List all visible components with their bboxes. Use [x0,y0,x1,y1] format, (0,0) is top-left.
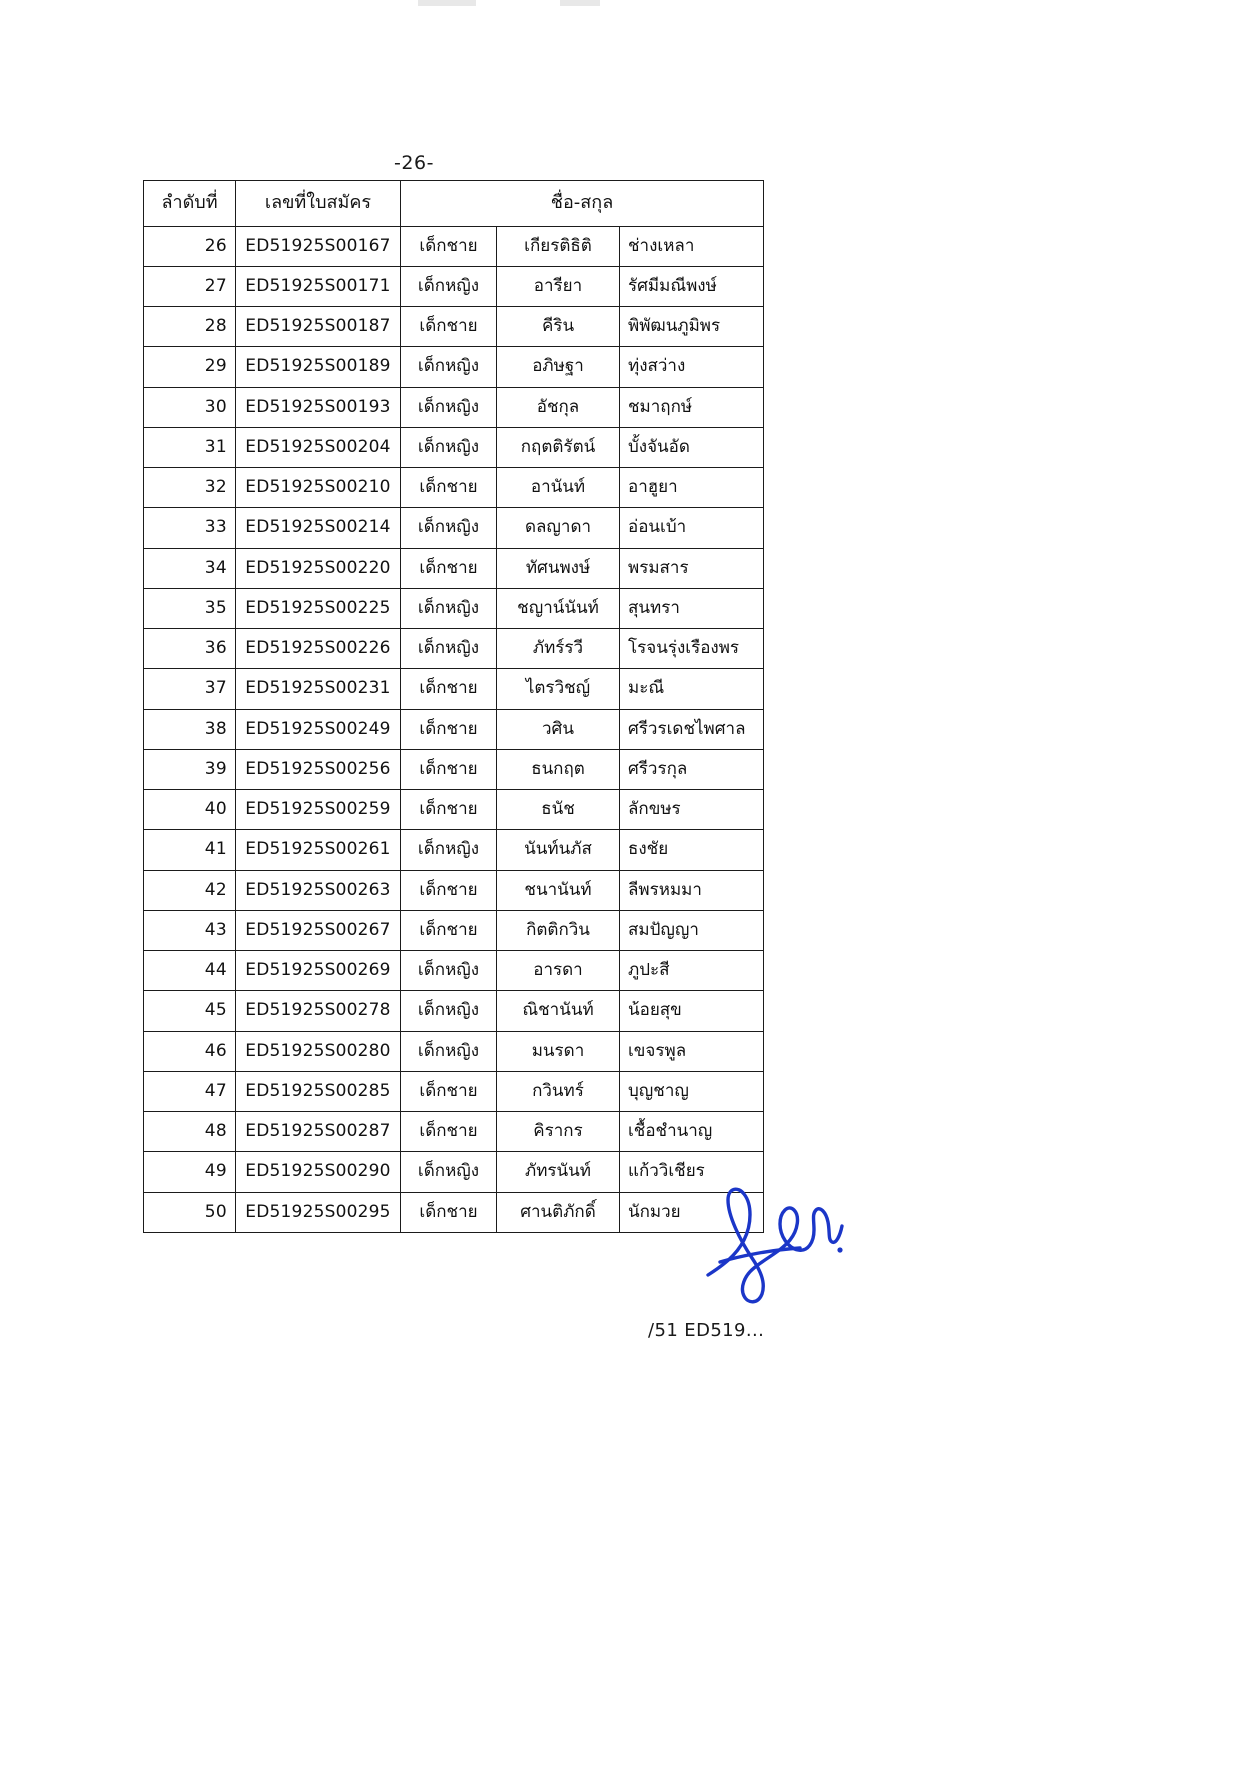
cell-first-name: คิรากร [497,1112,620,1152]
cell-index: 45 [144,991,236,1031]
cell-index: 27 [144,266,236,306]
table-row [144,709,764,749]
cell-first-name: อัชกุล [497,387,620,427]
table-row [144,951,764,991]
cell-index: 28 [144,307,236,347]
cell-first-name: ชญาน์นันท์ [497,588,620,628]
cell-first-name: อภิษฐา [497,347,620,387]
table-row [144,387,764,427]
cell-first-name: ศานติภักดิ์ [497,1192,620,1232]
cell-last-name: รัศมีมณีพงษ์ [620,266,764,306]
table-row [144,548,764,588]
page-number [0,152,1248,174]
cell-application-no: ED51925S00290 [236,1152,401,1192]
cell-application-no: ED51925S00214 [236,508,401,548]
cell-last-name: สมปัญญา [620,910,764,950]
cell-first-name: ภัทร์รวี [497,629,620,669]
cell-title: เด็กชาย [401,749,497,789]
cell-index: 35 [144,588,236,628]
cell-index: 36 [144,629,236,669]
cell-index: 49 [144,1152,236,1192]
cell-application-no: ED51925S00193 [236,387,401,427]
cell-last-name: พิพัฒนภูมิพร [620,307,764,347]
table-row [144,830,764,870]
table-row [144,1031,764,1071]
cell-last-name: ภูปะสี [620,951,764,991]
cell-application-no: ED51925S00220 [236,548,401,588]
cell-title: เด็กชาย [401,1071,497,1111]
cell-title: เด็กชาย [401,910,497,950]
cell-index: 42 [144,870,236,910]
cell-index: 50 [144,1192,236,1232]
cell-title: เด็กหญิง [401,1031,497,1071]
cell-title: เด็กชาย [401,1192,497,1232]
cell-last-name: แก้ววิเชียร [620,1152,764,1192]
applicant-table [143,180,764,1233]
cell-index: 30 [144,387,236,427]
scan-artifact [560,0,600,6]
cell-application-no: ED51925S00295 [236,1192,401,1232]
cell-title: เด็กชาย [401,226,497,266]
table-row [144,1192,764,1232]
cell-application-no: ED51925S00189 [236,347,401,387]
cell-first-name: นันท์นภัส [497,830,620,870]
cell-index: 26 [144,226,236,266]
cell-first-name: อารียา [497,266,620,306]
cell-first-name: ชนานันท์ [497,870,620,910]
cell-index: 43 [144,910,236,950]
cell-application-no: ED51925S00263 [236,870,401,910]
cell-last-name: โรจนรุ่งเรืองพร [620,629,764,669]
cell-title: เด็กชาย [401,669,497,709]
table-row [144,307,764,347]
cell-application-no: ED51925S00269 [236,951,401,991]
table-header [144,181,764,227]
table-row [144,508,764,548]
cell-application-no: ED51925S00225 [236,588,401,628]
table-header-row [144,181,764,227]
cell-index: 44 [144,951,236,991]
table-row [144,1112,764,1152]
table-row [144,629,764,669]
cell-last-name: ธงชัย [620,830,764,870]
cell-index: 40 [144,790,236,830]
cell-title: เด็กหญิง [401,830,497,870]
cell-application-no: ED51925S00259 [236,790,401,830]
cell-application-no: ED51925S00249 [236,709,401,749]
cell-application-no: ED51925S00261 [236,830,401,870]
cell-application-no: ED51925S00280 [236,1031,401,1071]
scan-artifact [418,0,476,6]
column-header-application-no: เลขที่ใบสมัคร [236,181,401,227]
cell-title: เด็กหญิง [401,629,497,669]
table-row [144,347,764,387]
cell-title: เด็กชาย [401,468,497,508]
column-header-index: ลำดับที่ [144,181,236,227]
cell-application-no: ED51925S00231 [236,669,401,709]
cell-application-no: ED51925S00187 [236,307,401,347]
cell-first-name: วศิน [497,709,620,749]
cell-index: 37 [144,669,236,709]
cell-title: เด็กชาย [401,709,497,749]
table-row [144,266,764,306]
cell-index: 48 [144,1112,236,1152]
table-row [144,991,764,1031]
cell-title: เด็กหญิง [401,508,497,548]
cell-first-name: กวินทร์ [497,1071,620,1111]
cell-first-name: ณิชานันท์ [497,991,620,1031]
cell-last-name: ศรีวรเดชไพศาล [620,709,764,749]
cell-index: 41 [144,830,236,870]
cell-title: เด็กชาย [401,1112,497,1152]
cell-application-no: ED51925S00167 [236,226,401,266]
table-row [144,588,764,628]
cell-last-name: นักมวย [620,1192,764,1232]
cell-title: เด็กหญิง [401,266,497,306]
cell-last-name: พรมสาร [620,548,764,588]
cell-title: เด็กชาย [401,870,497,910]
cell-last-name: ทุ่งสว่าง [620,347,764,387]
cell-application-no: ED51925S00204 [236,427,401,467]
cell-first-name: ทัศนพงษ์ [497,548,620,588]
cell-application-no: ED51925S00171 [236,266,401,306]
cell-last-name: ชมาฤกษ์ [620,387,764,427]
cell-first-name: อารดา [497,951,620,991]
page-number-label: -26- [394,152,434,174]
cell-index: 32 [144,468,236,508]
table-row [144,1071,764,1111]
table-row [144,226,764,266]
table-row [144,870,764,910]
cell-title: เด็กหญิง [401,951,497,991]
cell-last-name: มะณี [620,669,764,709]
cell-last-name: น้อยสุข [620,991,764,1031]
cell-first-name: ภัทรนันท์ [497,1152,620,1192]
cell-index: 31 [144,427,236,467]
cell-application-no: ED51925S00287 [236,1112,401,1152]
cell-last-name: บุญชาญ [620,1071,764,1111]
cell-first-name: มนรดา [497,1031,620,1071]
cell-first-name: คีริน [497,307,620,347]
cell-first-name: อานันท์ [497,468,620,508]
cell-title: เด็กหญิง [401,991,497,1031]
cell-last-name: บั้งจันอัด [620,427,764,467]
cell-first-name: เกียรติธิติ [497,226,620,266]
cell-first-name: ธนกฤต [497,749,620,789]
table-row [144,910,764,950]
cell-application-no: ED51925S00267 [236,910,401,950]
cell-title: เด็กหญิง [401,387,497,427]
cell-index: 47 [144,1071,236,1111]
cell-title: เด็กหญิง [401,347,497,387]
cell-index: 33 [144,508,236,548]
cell-application-no: ED51925S00226 [236,629,401,669]
table-row [144,790,764,830]
cell-last-name: ลักขษร [620,790,764,830]
footer-note: /51 ED519... [648,1320,765,1341]
table-row [144,669,764,709]
cell-index: 46 [144,1031,236,1071]
cell-index: 38 [144,709,236,749]
cell-last-name: อาฮูยา [620,468,764,508]
cell-first-name: ไตรวิชญ์ [497,669,620,709]
column-header-full-name: ชื่อ-สกุล [401,181,764,227]
cell-last-name: ช่างเหลา [620,226,764,266]
cell-application-no: ED51925S00278 [236,991,401,1031]
cell-first-name: กฤตติรัตน์ [497,427,620,467]
cell-application-no: ED51925S00210 [236,468,401,508]
cell-last-name: ลีพรหมมา [620,870,764,910]
table-row [144,427,764,467]
cell-index: 34 [144,548,236,588]
cell-title: เด็กชาย [401,790,497,830]
cell-title: เด็กหญิง [401,1152,497,1192]
cell-first-name: ดลญาดา [497,508,620,548]
cell-last-name: เขจรพูล [620,1031,764,1071]
table-row [144,468,764,508]
cell-application-no: ED51925S00256 [236,749,401,789]
cell-index: 39 [144,749,236,789]
cell-last-name: สุนทรา [620,588,764,628]
cell-application-no: ED51925S00285 [236,1071,401,1111]
table-body [144,226,764,1232]
table-row [144,1152,764,1192]
cell-last-name: อ่อนเบ้า [620,508,764,548]
cell-index: 29 [144,347,236,387]
cell-title: เด็กชาย [401,548,497,588]
cell-last-name: ศรีวรกุล [620,749,764,789]
table-row [144,749,764,789]
cell-first-name: ธนัช [497,790,620,830]
cell-title: เด็กหญิง [401,427,497,467]
cell-last-name: เชื้อชำนาญ [620,1112,764,1152]
cell-first-name: กิตติกวิน [497,910,620,950]
cell-title: เด็กหญิง [401,588,497,628]
cell-title: เด็กชาย [401,307,497,347]
